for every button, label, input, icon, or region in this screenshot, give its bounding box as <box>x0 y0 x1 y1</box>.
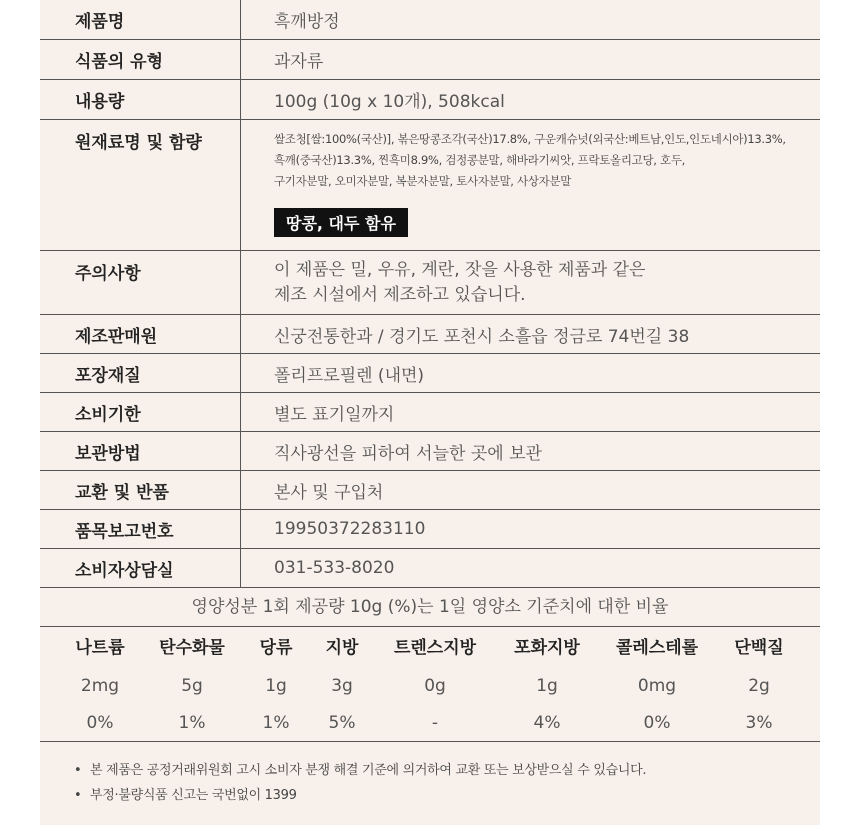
nutrient-header: 당류 <box>259 638 293 658</box>
nutrient-amount: 3g <box>331 676 353 696</box>
nutrient-header: 콜레스테롤 <box>615 638 699 658</box>
row-ingredients <box>40 120 820 251</box>
caution-line: 이 제품은 밀, 우유, 계란, 잣을 사용한 제품과 같은 <box>274 260 646 280</box>
ingredients-line: 쌀조청[쌀:100%(국산)], 볶은땅콩조각(국산)17.8%, 구운캐슈넛(외국산:베트남,인도,인도네시아)13.3%, <box>274 132 786 146</box>
row-net-content <box>40 80 820 120</box>
nutrient-percent: 1% <box>262 713 290 733</box>
nutrient-amount: 1g <box>265 676 287 696</box>
nutrient-amount: 2mg <box>80 676 120 696</box>
value-manufacturer: 신궁전통한과 / 경기도 포천시 소흘읍 정금로 74번길 38 <box>274 326 690 347</box>
nutrient-amount: 2g <box>748 676 770 696</box>
label-packaging: 포장재질 <box>40 354 241 392</box>
label-manufacturer: 제조판매원 <box>40 315 241 353</box>
row-food-type <box>40 40 820 80</box>
nutrition-amount-row <box>40 667 820 706</box>
nutrient-header: 단백질 <box>734 638 784 658</box>
nutrient-percent: 0% <box>643 713 671 733</box>
nutrient-amount: 1g <box>536 676 558 696</box>
value-packaging: 폴리프로필렌 (내면) <box>274 365 425 386</box>
label-exchange: 교환 및 반품 <box>40 471 241 509</box>
label-food-type: 식품의 유형 <box>40 40 241 79</box>
nutrient-percent: 3% <box>745 713 773 733</box>
nutrient-percent: 0% <box>86 713 114 733</box>
ingredients-line: 흑깨(중국산)13.3%, 찐흑미8.9%, 검정콩분말, 해바라기씨앗, 프락토올리고당, 호두, <box>274 153 685 167</box>
notice-text: 부정·불량식품 신고는 국번없이 1399 <box>90 788 297 803</box>
nutrition-caption: 영양성분 1회 제공량 10g (%)는 1일 영양소 기준치에 대한 비율 <box>40 589 820 627</box>
nutrient-amount: 5g <box>181 676 203 696</box>
nutrient-percent: - <box>431 713 439 733</box>
nutrient-header: 포화지방 <box>514 638 580 658</box>
ingredients-line: 구기자분말, 오미자분말, 복분자분말, 토사자분말, 사상자분말 <box>274 174 572 188</box>
row-storage <box>40 432 820 471</box>
value-food-type: 과자류 <box>274 52 324 72</box>
product-info-table <box>40 0 820 588</box>
nutrient-header: 나트륨 <box>75 638 125 658</box>
notice-list <box>74 758 646 808</box>
label-storage: 보관방법 <box>40 432 241 470</box>
nutrient-percent: 4% <box>533 713 561 733</box>
row-manufacturer <box>40 315 820 354</box>
label-net-content: 내용량 <box>40 80 241 119</box>
allergy-badge: 땅콩, 대두 함유 <box>274 208 408 237</box>
label-product-name: 제품명 <box>40 0 241 39</box>
nutrient-percent: 5% <box>328 713 356 733</box>
row-packaging <box>40 354 820 393</box>
bullet-icon: • <box>74 763 82 778</box>
nutrition-header-row <box>40 629 820 668</box>
row-consumer-center <box>40 549 820 588</box>
value-product-name: 흑깨방정 <box>274 12 340 32</box>
caution-line: 제조 시설에서 제조하고 있습니다. <box>274 285 526 305</box>
label-caution: 주의사항 <box>40 251 241 314</box>
label-ingredients: 원재료명 및 함량 <box>40 120 241 250</box>
row-caution <box>40 251 820 315</box>
label-consumer-center: 소비자상담실 <box>40 549 241 587</box>
nutrition-percent-row <box>40 704 820 743</box>
value-report-number: 19950372283110 <box>274 519 426 539</box>
value-storage: 직사광선을 피하여 서늘한 곳에 보관 <box>274 443 542 464</box>
nutrient-amount: 0mg <box>637 676 677 696</box>
notice-item <box>74 758 646 783</box>
notice-item <box>74 783 646 808</box>
nutrient-header: 지방 <box>325 638 359 658</box>
value-ingredients <box>241 120 820 250</box>
nutrition-table <box>40 627 820 742</box>
row-product-name <box>40 0 820 40</box>
value-exchange: 본사 및 구입처 <box>274 482 384 503</box>
nutrient-header: 탄수화물 <box>159 638 225 658</box>
label-report-number: 품목보고번호 <box>40 510 241 548</box>
bullet-icon: • <box>74 788 82 803</box>
value-caution <box>241 251 820 314</box>
row-report-number <box>40 510 820 549</box>
ingredients-text <box>274 120 820 192</box>
nutrient-percent: 1% <box>178 713 206 733</box>
row-expiry <box>40 393 820 432</box>
notice-text: 본 제품은 공정거래위원회 고시 소비자 분쟁 해결 기준에 의거하여 교환 또는 보상받으실 수 있습니다. <box>90 763 647 778</box>
value-consumer-center: 031-533-8020 <box>274 558 395 578</box>
value-expiry: 별도 표기일까지 <box>274 404 395 425</box>
row-exchange <box>40 471 820 510</box>
nutrient-header: 트렌스지방 <box>393 638 477 658</box>
nutrient-amount: 0g <box>424 676 446 696</box>
value-net-content: 100g (10g x 10개), 508kcal <box>274 92 505 112</box>
label-expiry: 소비기한 <box>40 393 241 431</box>
